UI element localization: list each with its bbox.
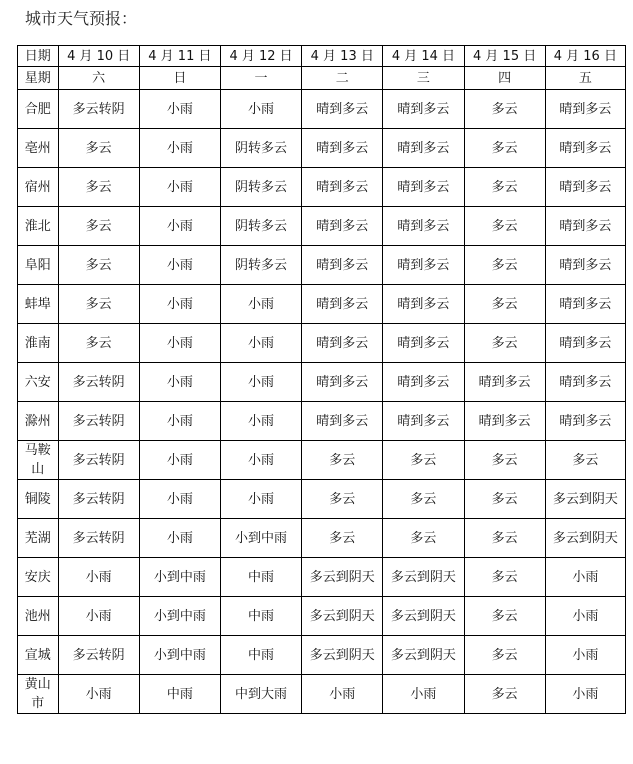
weather-cell: 多云: [545, 441, 625, 480]
weekday-header-row: [18, 67, 626, 90]
weather-cell: 小雨: [139, 324, 220, 363]
weather-cell: 晴到多云: [383, 90, 464, 129]
weather-cell: 多云转阴: [58, 441, 139, 480]
weather-cell: 小雨: [220, 441, 301, 480]
weather-cell: 小雨: [220, 285, 301, 324]
weather-cell: 小雨: [139, 363, 220, 402]
weather-cell: 晴到多云: [545, 285, 625, 324]
weather-cell: 阴转多云: [220, 246, 301, 285]
weather-cell: 多云转阴: [58, 363, 139, 402]
weather-cell: 中雨: [139, 675, 220, 714]
table-row: [18, 675, 626, 714]
weather-cell: 阴转多云: [220, 129, 301, 168]
weather-cell: 小雨: [139, 519, 220, 558]
weather-cell: 晴到多云: [464, 402, 545, 441]
weather-cell: 小雨: [58, 675, 139, 714]
weather-cell: 多云: [58, 246, 139, 285]
city-name-cell: 铜陵: [18, 480, 59, 519]
city-name-cell: 池州: [18, 597, 59, 636]
table-row: [18, 558, 626, 597]
table-row: [18, 597, 626, 636]
date-header-cell: 4 月 13 日: [302, 46, 383, 67]
weather-cell: 晴到多云: [545, 246, 625, 285]
weather-cell: 小雨: [220, 402, 301, 441]
weather-cell: 小雨: [139, 129, 220, 168]
weather-cell: 多云: [464, 129, 545, 168]
weather-cell: 小雨: [220, 90, 301, 129]
weather-cell: 多云: [58, 168, 139, 207]
weather-cell: 晴到多云: [545, 90, 625, 129]
weekday-header-cell: 一: [220, 67, 301, 90]
table-row: [18, 246, 626, 285]
weather-cell: 晴到多云: [302, 402, 383, 441]
weather-cell: 多云: [302, 519, 383, 558]
weather-cell: 晴到多云: [383, 402, 464, 441]
weekday-header-cell: 四: [464, 67, 545, 90]
weather-cell: 晴到多云: [383, 246, 464, 285]
city-name-cell: 蚌埠: [18, 285, 59, 324]
weather-cell: 多云到阴天: [545, 480, 625, 519]
weather-cell: 多云: [302, 480, 383, 519]
weather-cell: 晴到多云: [302, 363, 383, 402]
weather-cell: 多云到阴天: [383, 597, 464, 636]
table-row: [18, 636, 626, 675]
city-name-cell: 安庆: [18, 558, 59, 597]
weather-cell: 多云转阴: [58, 480, 139, 519]
weekday-header-cell: 五: [545, 67, 625, 90]
weather-cell: 晴到多云: [302, 246, 383, 285]
weather-cell: 多云转阴: [58, 636, 139, 675]
city-name-cell: 淮南: [18, 324, 59, 363]
table-row: [18, 285, 626, 324]
weather-cell: 晴到多云: [383, 324, 464, 363]
weather-cell: 晴到多云: [545, 324, 625, 363]
weather-cell: 晴到多云: [545, 402, 625, 441]
table-row: [18, 402, 626, 441]
weather-cell: 多云到阴天: [383, 636, 464, 675]
weekday-header-cell: 日: [139, 67, 220, 90]
weather-cell: 小雨: [545, 636, 625, 675]
weather-cell: 多云转阴: [58, 90, 139, 129]
city-name-cell: 宣城: [18, 636, 59, 675]
weather-cell: 小雨: [545, 597, 625, 636]
table-row: [18, 168, 626, 207]
weather-cell: 多云: [302, 441, 383, 480]
weather-cell: 晴到多云: [545, 207, 625, 246]
table-row: [18, 363, 626, 402]
weather-cell: 小雨: [139, 90, 220, 129]
weather-cell: 中雨: [220, 636, 301, 675]
city-name-cell: 滁州: [18, 402, 59, 441]
weather-cell: 多云: [58, 129, 139, 168]
weather-cell: 多云转阴: [58, 519, 139, 558]
weather-cell: 多云: [464, 636, 545, 675]
page-title: 城市天气预报：: [25, 9, 138, 28]
weather-cell: 中雨: [220, 597, 301, 636]
city-name-cell: 宿州: [18, 168, 59, 207]
weather-cell: 晴到多云: [302, 324, 383, 363]
date-header-cell: 4 月 11 日: [139, 46, 220, 67]
weather-cell: 小雨: [139, 207, 220, 246]
weather-cell: 多云: [464, 285, 545, 324]
weather-cell: 小雨: [139, 480, 220, 519]
weather-cell: 多云: [464, 90, 545, 129]
weather-cell: 小雨: [220, 363, 301, 402]
weather-cell: 晴到多云: [302, 90, 383, 129]
weather-cell: 晴到多云: [302, 168, 383, 207]
table-row: [18, 90, 626, 129]
weather-cell: 晴到多云: [545, 129, 625, 168]
weather-cell: 小雨: [220, 480, 301, 519]
weather-cell: 晴到多云: [383, 207, 464, 246]
weather-cell: 阴转多云: [220, 207, 301, 246]
weather-cell: 晴到多云: [383, 129, 464, 168]
weather-cell: 多云到阴天: [545, 519, 625, 558]
weekday-header-cell: 二: [302, 67, 383, 90]
weather-cell: 多云转阴: [58, 402, 139, 441]
weather-cell: 多云: [464, 207, 545, 246]
weather-cell: 小到中雨: [139, 597, 220, 636]
weather-cell: 小雨: [383, 675, 464, 714]
weather-cell: 晴到多云: [383, 363, 464, 402]
date-header-row: [18, 46, 626, 67]
weather-cell: 晴到多云: [383, 168, 464, 207]
weather-forecast-table: [17, 45, 626, 714]
date-header-cell: 4 月 15 日: [464, 46, 545, 67]
table-row: [18, 519, 626, 558]
weekday-header-cell: 六: [58, 67, 139, 90]
city-name-cell: 六安: [18, 363, 59, 402]
weather-cell: 小到中雨: [139, 636, 220, 675]
city-name-cell: 黄山市: [18, 675, 59, 714]
weather-cell: 晴到多云: [545, 168, 625, 207]
weather-cell: 多云: [464, 480, 545, 519]
weather-cell: 多云: [464, 675, 545, 714]
weather-cell: 多云: [383, 441, 464, 480]
city-name-cell: 淮北: [18, 207, 59, 246]
weather-cell: 晴到多云: [302, 285, 383, 324]
table-row: [18, 129, 626, 168]
weather-cell: 多云: [464, 168, 545, 207]
weather-cell: 多云: [464, 519, 545, 558]
weather-cell: 小雨: [302, 675, 383, 714]
weather-cell: 多云: [464, 558, 545, 597]
table-row: [18, 207, 626, 246]
weather-cell: 多云: [58, 285, 139, 324]
weather-cell: 小雨: [139, 402, 220, 441]
weather-cell: 多云: [464, 246, 545, 285]
city-name-cell: 合肥: [18, 90, 59, 129]
table-row: [18, 441, 626, 480]
weather-cell: 小雨: [139, 246, 220, 285]
weather-cell: 多云: [383, 519, 464, 558]
date-header-cell: 4 月 10 日: [58, 46, 139, 67]
weather-cell: 小雨: [139, 285, 220, 324]
weather-cell: 多云: [464, 441, 545, 480]
weather-cell: 小到中雨: [139, 558, 220, 597]
weather-cell: 小雨: [545, 675, 625, 714]
weather-cell: 小雨: [58, 558, 139, 597]
weather-cell: 中到大雨: [220, 675, 301, 714]
weather-cell: 多云到阴天: [302, 597, 383, 636]
weather-cell: 多云到阴天: [302, 636, 383, 675]
table-row: [18, 324, 626, 363]
weather-cell: 小雨: [545, 558, 625, 597]
weather-cell: 多云: [464, 324, 545, 363]
weather-cell: 多云: [464, 597, 545, 636]
weather-cell: 多云: [383, 480, 464, 519]
weather-cell: 多云到阴天: [302, 558, 383, 597]
date-header-cell: 4 月 16 日: [545, 46, 625, 67]
weather-cell: 多云到阴天: [383, 558, 464, 597]
weather-cell: 小雨: [220, 324, 301, 363]
weather-cell: 小雨: [58, 597, 139, 636]
date-header-cell: 4 月 12 日: [220, 46, 301, 67]
weekday-header-cell: 三: [383, 67, 464, 90]
city-name-cell: 亳州: [18, 129, 59, 168]
weather-cell: 晴到多云: [464, 363, 545, 402]
city-name-cell: 马鞍山: [18, 441, 59, 480]
weather-cell: 多云: [58, 324, 139, 363]
weather-cell: 晴到多云: [545, 363, 625, 402]
city-name-cell: 阜阳: [18, 246, 59, 285]
weather-cell: 小雨: [139, 441, 220, 480]
weekday-header-label: 星期: [18, 67, 59, 90]
weather-cell: 多云: [58, 207, 139, 246]
date-header-cell: 4 月 14 日: [383, 46, 464, 67]
weather-cell: 中雨: [220, 558, 301, 597]
date-header-label: 日期: [18, 46, 59, 67]
weather-cell: 晴到多云: [302, 129, 383, 168]
table-row: [18, 480, 626, 519]
city-name-cell: 芜湖: [18, 519, 59, 558]
weather-cell: 小雨: [139, 168, 220, 207]
weather-cell: 小到中雨: [220, 519, 301, 558]
weather-cell: 阴转多云: [220, 168, 301, 207]
weather-cell: 晴到多云: [302, 207, 383, 246]
weather-cell: 晴到多云: [383, 285, 464, 324]
